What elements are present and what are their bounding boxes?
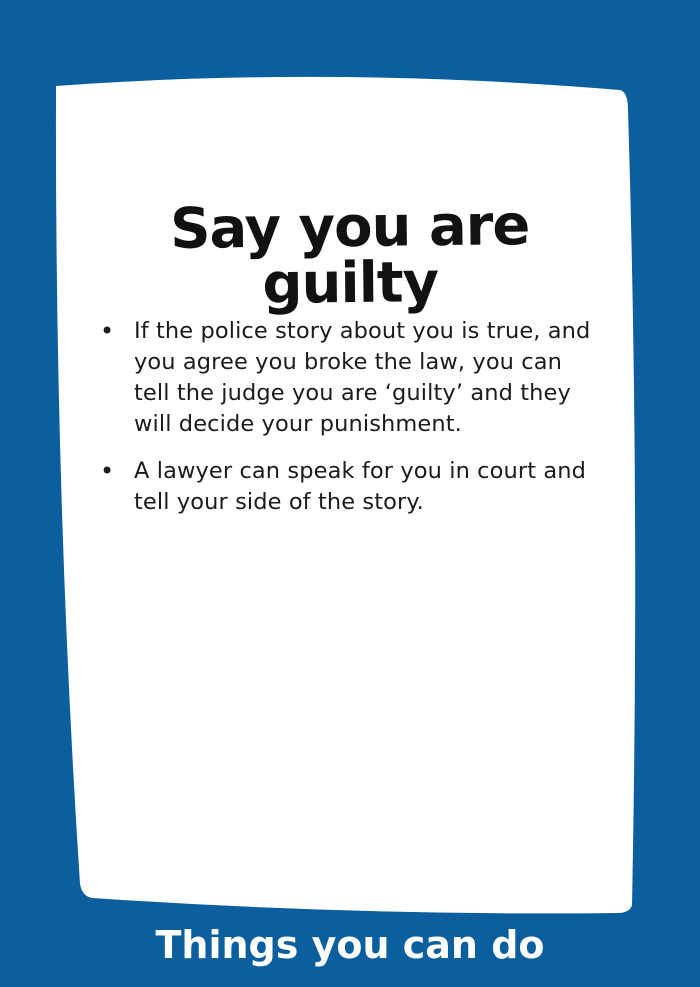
- bullet-list: [100, 316, 600, 534]
- footer-label: Things you can do: [155, 923, 545, 967]
- card-title: Say you are guilty: [169, 193, 530, 317]
- bullet-text: If the police story about you is true, and you agree you broke the law, you can tell the judge you are ‘guilty’ and they will decide your punishment.: [134, 318, 591, 437]
- list-item: [100, 316, 600, 440]
- bullet-icon: •: [100, 317, 115, 345]
- bullet-icon: •: [100, 457, 115, 485]
- list-item: [100, 456, 600, 518]
- bullet-text: A lawyer can speak for you in court and tell your side of the story.: [134, 458, 587, 515]
